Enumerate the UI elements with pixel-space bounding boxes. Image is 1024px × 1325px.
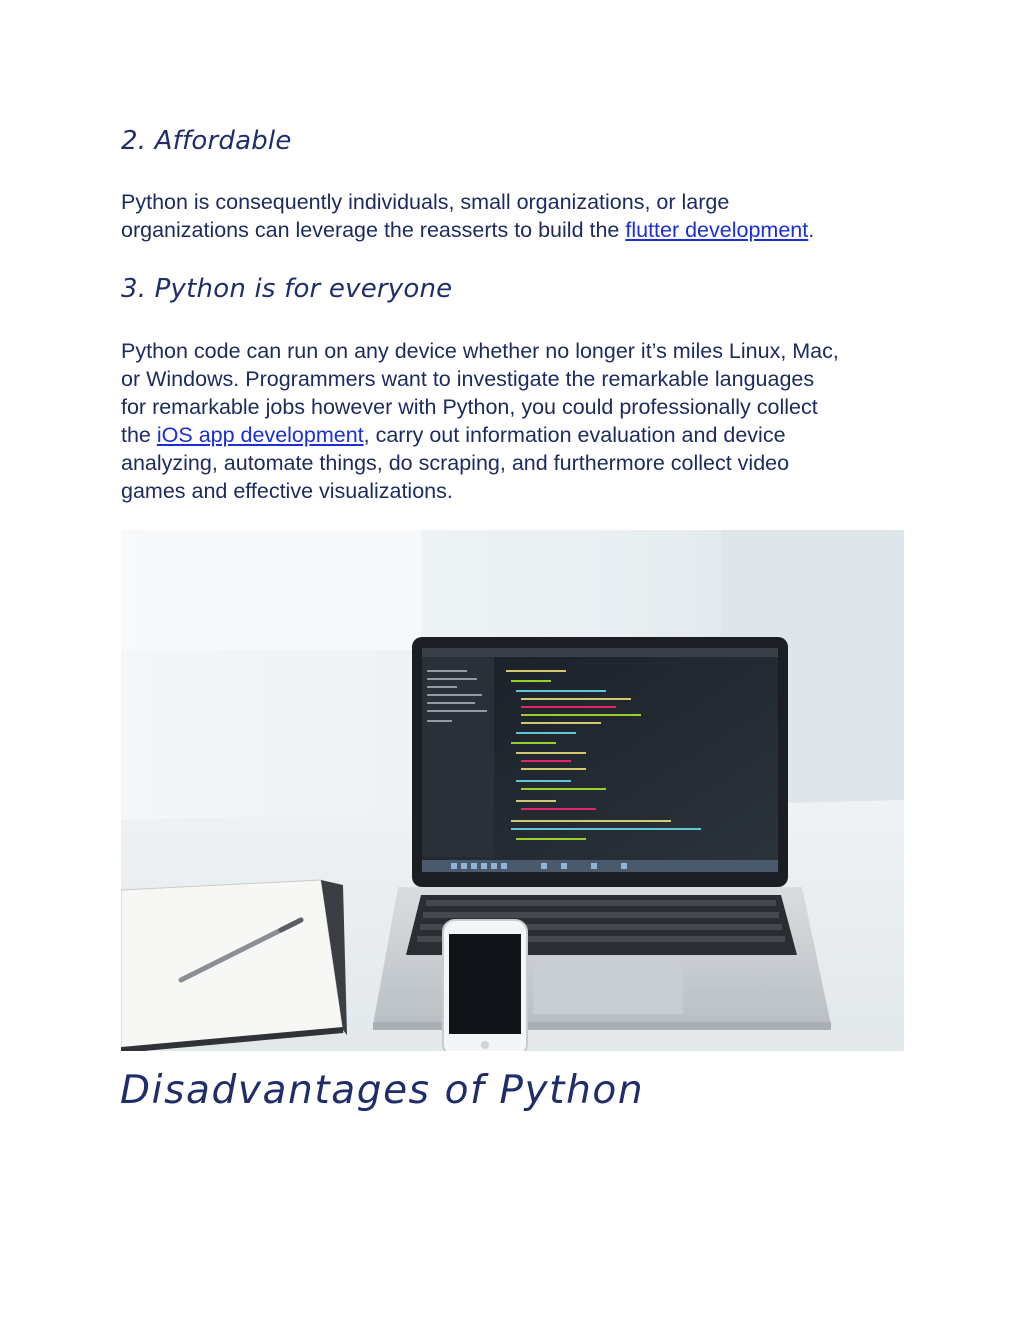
laptop-desk-photo	[121, 530, 904, 1051]
paragraph-affordable	[121, 188, 911, 244]
paragraph-python-for-everyone	[121, 337, 911, 505]
paragraph-line: analyzing, automate things, do scraping, and furthermore collect video	[121, 451, 790, 475]
paragraph-line	[121, 216, 911, 244]
text-fragment: , carry out information evaluation and device	[363, 423, 786, 447]
paragraph-line: games and effective visualizations.	[121, 479, 453, 503]
paragraph-line: Python code can run on any device whether no longer it’s miles Linux, Mac,	[121, 339, 839, 363]
paragraph-line: or Windows. Programmers want to investigate the remarkable languages	[121, 367, 815, 391]
text-fragment: .	[808, 218, 815, 242]
flutter-development-link[interactable]: flutter development	[625, 218, 809, 242]
paragraph-line	[121, 421, 911, 449]
ios-app-development-link[interactable]: iOS app development	[156, 423, 364, 447]
disadvantages-heading: Disadvantages of Python	[120, 1068, 645, 1113]
paragraph-line: Python is consequently individuals, small organizations, or large	[121, 190, 730, 214]
section-heading-affordable: 2. Affordable	[121, 126, 292, 156]
section-heading-python-for-everyone: 3. Python is for everyone	[121, 274, 453, 304]
text-fragment: organizations can leverage the reasserts to build the	[121, 218, 626, 242]
paragraph-line: for remarkable jobs however with Python, you could professionally collect	[121, 395, 818, 419]
text-fragment: the	[121, 423, 157, 447]
